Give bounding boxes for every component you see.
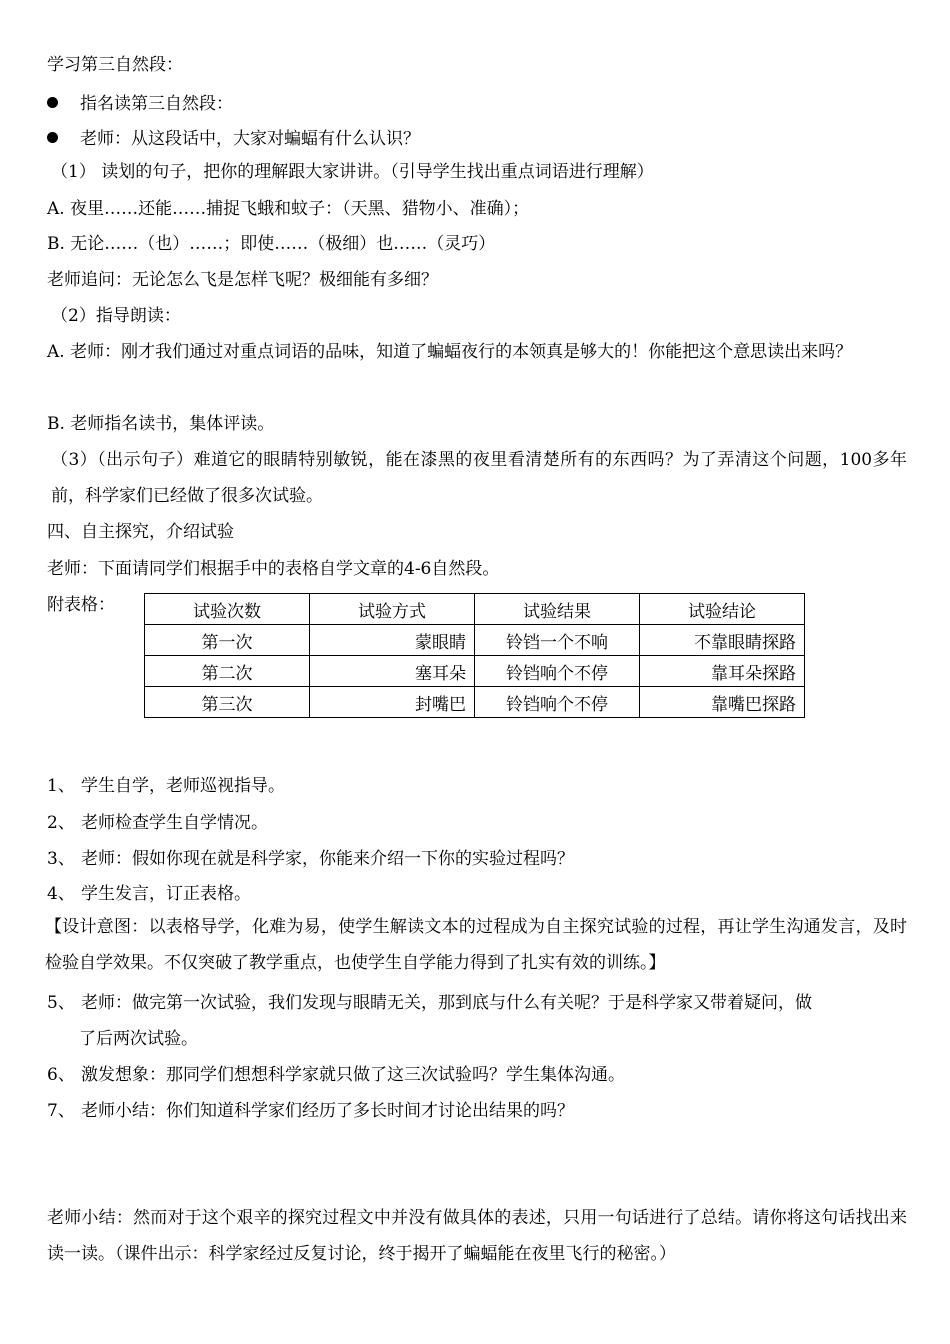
table-row bbox=[145, 625, 805, 656]
table-row bbox=[145, 656, 805, 687]
table-cell: 蒙眼睛 bbox=[310, 625, 475, 656]
step-item bbox=[47, 992, 812, 1014]
step-text: 激发想象：那同学们想想科学家就只做了这三次试验吗？学生集体沟通。 bbox=[81, 1065, 625, 1085]
step-item bbox=[47, 1100, 574, 1122]
step-item bbox=[47, 775, 285, 797]
step-number: 6、 bbox=[47, 1065, 75, 1085]
table-header: 试验结论 bbox=[640, 594, 805, 625]
table-label: 附表格： bbox=[47, 595, 115, 615]
step-text: 老师检查学生自学情况。 bbox=[81, 813, 268, 833]
step-number: 7、 bbox=[47, 1101, 75, 1121]
step-item bbox=[47, 883, 251, 905]
paragraph-3: （3）（出示句子）难道它的眼睛特别敏锐，能在漆黑的夜里看清楚所有的东西吗？为了弄清这个问题，100多年前，科学家们已经做了很多次试验。 bbox=[51, 450, 907, 506]
step-text: 学生自学，老师巡视指导。 bbox=[81, 776, 285, 796]
experiment-table bbox=[144, 593, 805, 718]
table-cell: 靠嘴巴探路 bbox=[640, 687, 805, 718]
step-item bbox=[47, 812, 268, 834]
table-cell: 铃铛响个不停 bbox=[475, 656, 640, 687]
bullet-dot-icon bbox=[47, 132, 58, 143]
step-text: 老师：做完第一次试验，我们发现与眼睛无关，那到底与什么有关呢？于是科学家又带着疑问，做 bbox=[81, 993, 812, 1013]
step-text: 老师小结：你们知道科学家们经历了多长时间才讨论出结果的吗？ bbox=[81, 1101, 574, 1121]
teacher-intro: 老师：下面请同学们根据手中的表格自学文章的4-6自然段。 bbox=[47, 559, 500, 579]
teacher-followup: 老师追问：无论怎么飞是怎样飞呢？极细能有多细？ bbox=[47, 270, 438, 290]
table-row bbox=[145, 687, 805, 718]
paragraph-1: （1） 读划的句子，把你的理解跟大家讲讲。（引导学生找出重点词语进行理解） bbox=[51, 162, 654, 182]
step-number: 4、 bbox=[47, 884, 75, 904]
step-item bbox=[47, 1064, 625, 1086]
table-cell: 塞耳朵 bbox=[310, 656, 475, 687]
teacher-summary: 老师小结：然而对于这个艰辛的探究过程文中并没有做具体的表述，只用一句话进行了总结。请你将这句话找出来读一读。（课件出示：科学家经过反复讨论，终于揭开了蝙蝠能在夜里飞行的秘密。） bbox=[47, 1208, 907, 1264]
table-cell: 铃铛一个不响 bbox=[475, 625, 640, 656]
section-4-heading: 四、自主探究，介绍试验 bbox=[47, 522, 234, 542]
step-text: 老师：假如你现在就是科学家，你能来介绍一下你的实验过程吗？ bbox=[81, 849, 574, 869]
table-cell: 第二次 bbox=[145, 656, 310, 687]
step-text: 学生发言，订正表格。 bbox=[81, 884, 251, 904]
section-heading: 学习第三自然段： bbox=[47, 55, 183, 75]
table-cell: 靠耳朵探路 bbox=[640, 656, 805, 687]
step-item bbox=[47, 848, 574, 870]
bullet-item bbox=[47, 89, 233, 114]
table-header: 试验方式 bbox=[310, 594, 475, 625]
table-cell: 封嘴巴 bbox=[310, 687, 475, 718]
paragraph-a: A. 夜里……还能……捕捉飞蛾和蚊子：（天黑、猎物小、准确）； bbox=[47, 199, 530, 219]
step-number: 5、 bbox=[47, 993, 75, 1013]
step-number: 1、 bbox=[47, 776, 75, 796]
table-cell: 第三次 bbox=[145, 687, 310, 718]
bullet-item bbox=[47, 124, 420, 149]
table-header-row bbox=[145, 594, 805, 625]
paragraph-b: B. 无论……（也）……；即使……（极细）也……（灵巧） bbox=[47, 234, 496, 254]
table-header: 试验结果 bbox=[475, 594, 640, 625]
bullet-text: 老师：从这段话中，大家对蝙蝠有什么认识？ bbox=[80, 129, 420, 149]
table-cell: 铃铛响个不停 bbox=[475, 687, 640, 718]
table-cell: 第一次 bbox=[145, 625, 310, 656]
paragraph-2a: A. 老师：刚才我们通过对重点词语的品味，知道了蝙蝠夜行的本领真是够大的！你能把这个意思读出来吗？ bbox=[47, 342, 853, 362]
table-cell: 不靠眼睛探路 bbox=[640, 625, 805, 656]
bullet-text: 指名读第三自然段： bbox=[80, 94, 233, 114]
paragraph-2: （2）指导朗读： bbox=[51, 306, 181, 326]
step-number: 2、 bbox=[47, 813, 75, 833]
step-text-continued: 了后两次试验。 bbox=[79, 1029, 198, 1049]
design-intent: 【设计意图：以表格导学，化难为易，使学生解读文本的过程成为自主探究试验的过程，再让学生沟通发言，及时检验自学效果。不仅突破了教学重点，也使学生自学能力得到了扎实有效的训练。】 bbox=[45, 917, 907, 973]
table-header: 试验次数 bbox=[145, 594, 310, 625]
bullet-dot-icon bbox=[47, 97, 58, 108]
paragraph-2b: B. 老师指名读书，集体评读。 bbox=[47, 414, 275, 434]
step-number: 3、 bbox=[47, 849, 75, 869]
